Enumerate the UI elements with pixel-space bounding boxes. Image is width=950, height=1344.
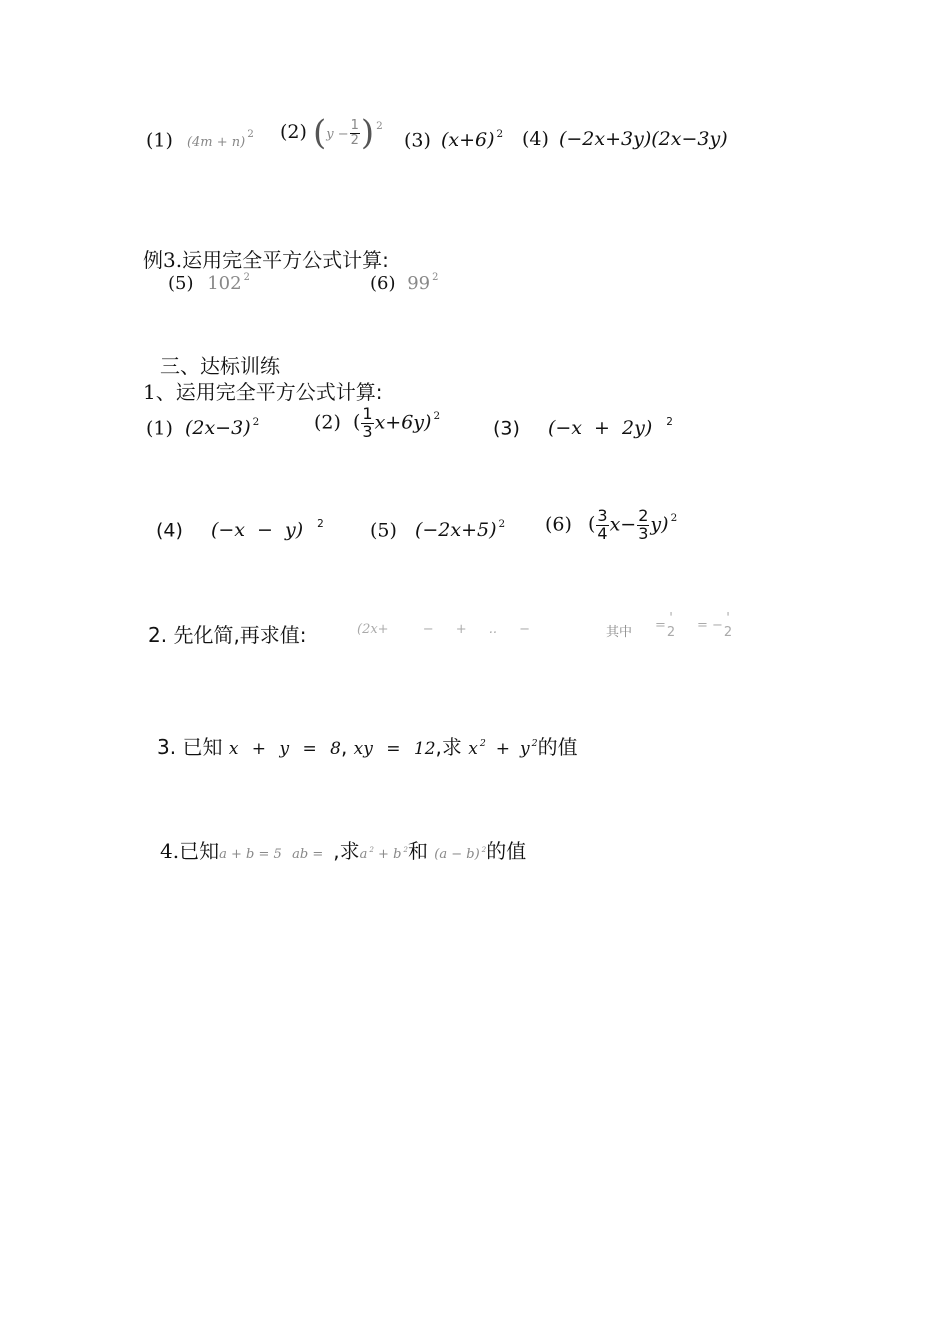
fraction: ' 2	[723, 611, 733, 640]
math-expression: 102	[207, 272, 242, 294]
example3-heading: 例3.运用完全平方公式计算:	[143, 248, 389, 272]
example2-item-2: (2) (y − $\frac{1}{2}$ ) $^2$	[280, 113, 383, 153]
item-label: (3)	[404, 129, 431, 152]
exponent: 2	[496, 128, 504, 140]
example3-item-5	[168, 272, 250, 294]
exponent: 2	[247, 128, 254, 140]
exercise1-heading: 1、运用完全平方公式计算:	[143, 380, 383, 404]
exercise1-item-1	[146, 416, 259, 439]
exercise2-condition-2: = − ' 2	[697, 611, 733, 640]
math-expression: 99	[407, 272, 431, 294]
fraction: $\frac{2}{3}$	[638, 506, 649, 543]
exercise2-where: 其中	[606, 625, 633, 640]
exercise2-condition-1: = ' 2	[655, 611, 676, 640]
example2-item-1	[146, 128, 254, 151]
exponent: 2	[317, 518, 324, 530]
exercise1-item-2: (2) ( $\frac{1}{3}$ x+6y) $^2$	[314, 404, 441, 441]
math-expression: (a − b) $^2$	[434, 844, 487, 862]
item-label: (6)	[545, 513, 572, 536]
item-label: (5)	[370, 519, 397, 542]
exercise1-item-4	[156, 518, 324, 541]
math-expression: x + y = 8	[228, 739, 341, 759]
fraction: $\frac{1}{2}$	[350, 117, 359, 148]
exercise2-expression: (2x+ − + .. −	[357, 622, 531, 637]
exponent: 2	[252, 416, 260, 428]
fraction: $\frac{1}{3}$	[362, 404, 373, 441]
math-expression: (−2x+3y)(2x−3y)	[558, 128, 728, 150]
exponent: 2	[376, 119, 383, 132]
exercise4: 4.已知a + b = 5 ab = ,求a $^2$ + b $^2$和 (a − b) $^2$的值	[160, 839, 527, 863]
exponent: 2	[666, 416, 673, 428]
exercise3: 3. 已知 x + y = 8, xy = 12,求 x $^2$ + y $^2$的值	[157, 735, 578, 759]
item-label: (2)	[280, 121, 307, 143]
math-variable: y −	[326, 127, 349, 142]
math-expression: ab =	[292, 847, 324, 862]
item-label: (1)	[146, 417, 173, 440]
item-label: (4)	[522, 128, 549, 150]
math-expression: xy = 12	[353, 739, 436, 759]
example2-item-4	[522, 128, 728, 150]
math-expression: a $^2$ + b $^2$	[359, 844, 408, 862]
item-label: (4)	[156, 519, 183, 542]
exercise1-item-6: (6) ( $\frac{3}{4}$ x− $\frac{2}{3}$ y) $^2$	[545, 506, 678, 543]
item-label: (3)	[493, 417, 520, 440]
example3-item-6	[370, 272, 438, 294]
math-expression: (−2x+5)	[414, 519, 497, 542]
exercise1-item-5	[370, 518, 505, 541]
item-label: (2)	[314, 411, 341, 434]
item-label: (1)	[146, 129, 173, 152]
exercise1-item-3	[493, 416, 673, 439]
exercise2-heading: 2. 先化简,再求值:	[148, 623, 307, 647]
exponent: 2	[498, 518, 506, 530]
math-expression: (−x + 2y)	[547, 417, 653, 440]
math-expression: (x+6)	[440, 129, 495, 152]
example2-item-3	[404, 128, 503, 151]
fraction: ' 2	[666, 611, 676, 640]
math-expression: (2x−3)	[184, 417, 251, 440]
math-expression: x $^2$ + y $^2$	[468, 737, 538, 759]
exponent: 2	[243, 272, 250, 283]
item-label: (6)	[370, 272, 396, 294]
exponent: 2	[433, 409, 441, 422]
math-expression: (−x − y)	[210, 519, 304, 542]
math-expression: (4m + n)	[186, 135, 246, 151]
item-label: (5)	[168, 272, 194, 294]
fraction: $\frac{3}{4}$	[597, 506, 608, 543]
exponent: 2	[670, 511, 678, 524]
exponent: 2	[432, 272, 439, 283]
math-expression: x+6y)	[374, 411, 432, 434]
math-expression: a + b = 5	[219, 847, 282, 862]
section-title: 三、达标训练	[160, 354, 280, 378]
